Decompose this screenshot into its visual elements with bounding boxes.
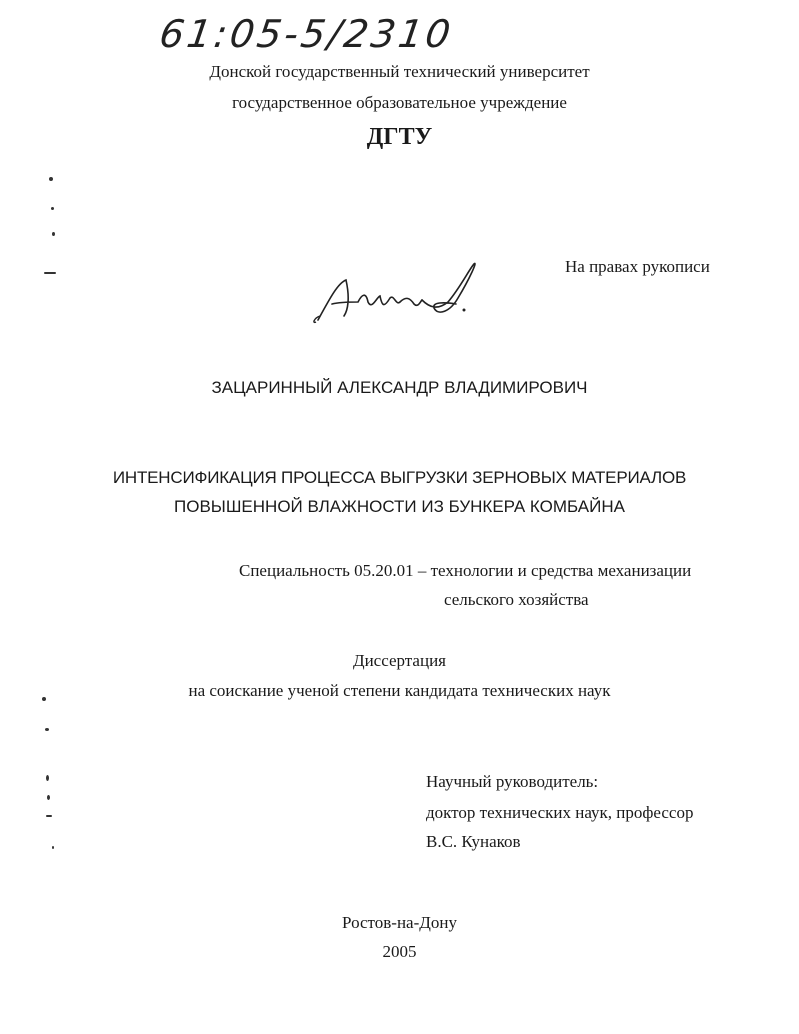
supervisor-name: В.С. Кунаков: [426, 832, 521, 851]
scan-speck: [46, 775, 49, 781]
university-abbreviation: ДГТУ: [366, 124, 433, 150]
scan-speck: [47, 795, 50, 800]
scan-speck: [44, 272, 56, 274]
signature-image: [310, 258, 485, 330]
scan-speck: [46, 815, 52, 817]
rights-note: На правах рукописи: [565, 257, 710, 276]
archive-code: 61:05-5/2310: [156, 12, 457, 56]
author-name: ЗАЦАРИННЫЙ АЛЕКСАНДР ВЛАДИМИРОВИЧ: [211, 378, 588, 397]
supervisor-label: Научный руководитель:: [426, 772, 599, 791]
scan-speck: [52, 846, 54, 849]
specialty-line1: Специальность 05.20.01 – технологии и средства механизации: [239, 561, 692, 580]
institution-type: государственное образовательное учреждение: [232, 93, 567, 112]
university-name: Донской государственный технический университет: [209, 62, 590, 81]
dissertation-title-line2: ПОВЫШЕННОЙ ВЛАЖНОСТИ ИЗ БУНКЕРА КОМБАЙНА: [174, 497, 625, 516]
specialty-line2: сельского хозяйства: [444, 590, 589, 609]
dissertation-title-line1: ИНТЕНСИФИКАЦИЯ ПРОЦЕССА ВЫГРУЗКИ ЗЕРНОВЫХ МАТЕРИАЛОВ: [112, 468, 687, 487]
supervisor-degree: доктор технических наук, профессор: [426, 803, 694, 822]
scan-speck: [49, 177, 53, 181]
scan-speck: [45, 728, 49, 731]
scan-speck: [42, 697, 46, 701]
document-type: Диссертация: [352, 651, 446, 670]
city: Ростов-на-Дону: [342, 913, 457, 932]
scan-speck: [51, 207, 54, 210]
degree-purpose: на соискание ученой степени кандидата технических наук: [188, 681, 611, 700]
year: 2005: [382, 942, 417, 961]
scan-speck: [52, 232, 55, 236]
